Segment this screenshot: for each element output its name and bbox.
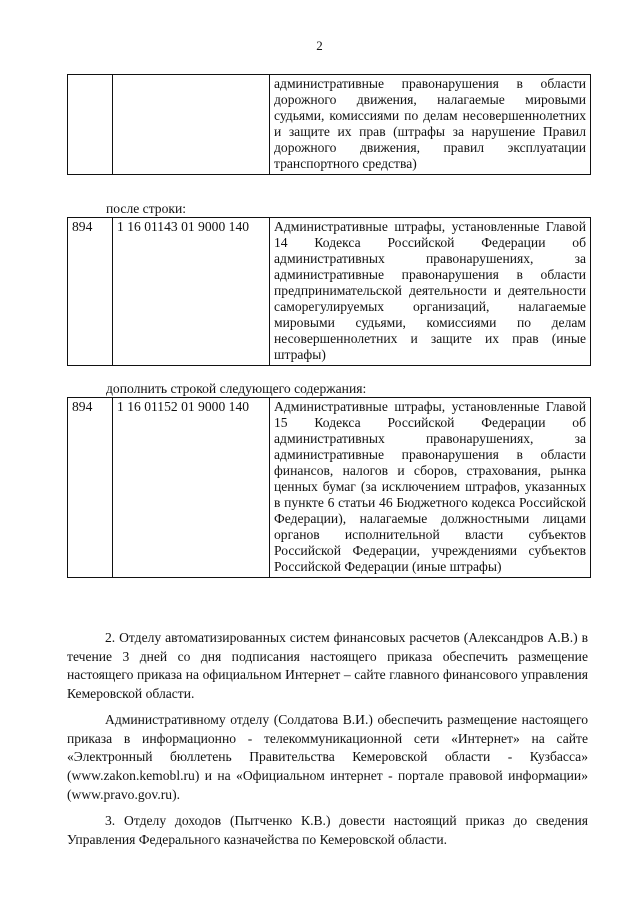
table-new-row — [67, 397, 591, 578]
after-row-label: после строки: — [106, 201, 187, 216]
description-cell: Административные штрафы, установленные Главой 14 Кодекса Российской Федерации об административных правонарушениях, за административные правонарушения в области предпринимательской деятельности и деятельности саморегулируемых организаций, налагаемые мировыми судьями, комиссиями по делам несовершеннолетних и защите их прав (иные штрафы) — [270, 218, 591, 366]
table-continued-row — [67, 74, 591, 175]
table-row — [68, 398, 591, 578]
page-number: 2 — [316, 38, 323, 53]
code-cell — [68, 75, 113, 175]
description-cell: административные правонарушения в области дорожного движения, налагаемые мировыми судьями, комиссиями по делам несовершеннолетних и защите их прав (штрафы за нарушение Правил дорожного движения, правил эксплуатации транспортного средства) — [270, 75, 591, 175]
code-cell: 894 — [68, 218, 113, 366]
kbk-cell: 1 16 01143 01 9000 140 — [113, 218, 270, 366]
paragraph-item-3: 3. Отделу доходов (Пытченко К.В.) довести настоящий приказ до сведения Управления Федерального казначейства по Кемеровской области. — [67, 813, 588, 847]
paragraph-admin-dept: Административному отделу (Солдатова В.И.) обеспечить размещение настоящего приказа в информационно - телекоммуникационной сети «Интернет» на сайте «Электронный бюллетень Правительства Кемеровской области - Кузбасса» (www.zakon.kemobl.ru) и на «Официальном интернет - портале правовой информации» (www.pravo.gov.ru). — [67, 712, 588, 802]
paragraph-item-2: 2. Отделу автоматизированных систем финансовых расчетов (Александров А.В.) в течение 3 дней со дня подписания настоящего приказа обеспечить размещение настоящего приказа на официальном Интернет – сайте главного финансового управления Кемеровской области. — [67, 630, 588, 702]
table-row — [68, 218, 591, 366]
code-cell: 894 — [68, 398, 113, 578]
kbk-cell — [113, 75, 270, 175]
add-row-label: дополнить строкой следующего содержания: — [106, 381, 367, 396]
table-row — [68, 75, 591, 175]
table-reference-row — [67, 217, 591, 366]
kbk-cell: 1 16 01152 01 9000 140 — [113, 398, 270, 578]
description-cell: Административные штрафы, установленные Главой 15 Кодекса Российской Федерации об административных правонарушениях, за административные правонарушения в области финансов, налогов и сборов, страхования, рынка ценных бумаг (за исключением штрафов, указанных в пункте 6 статьи 46 Бюджетного кодекса Российской Федерации), налагаемые должностными лицами органов исполнительной власти субъектов Российской Федерации, учреждениями субъектов Российской Федерации (иные штрафы) — [270, 398, 591, 578]
